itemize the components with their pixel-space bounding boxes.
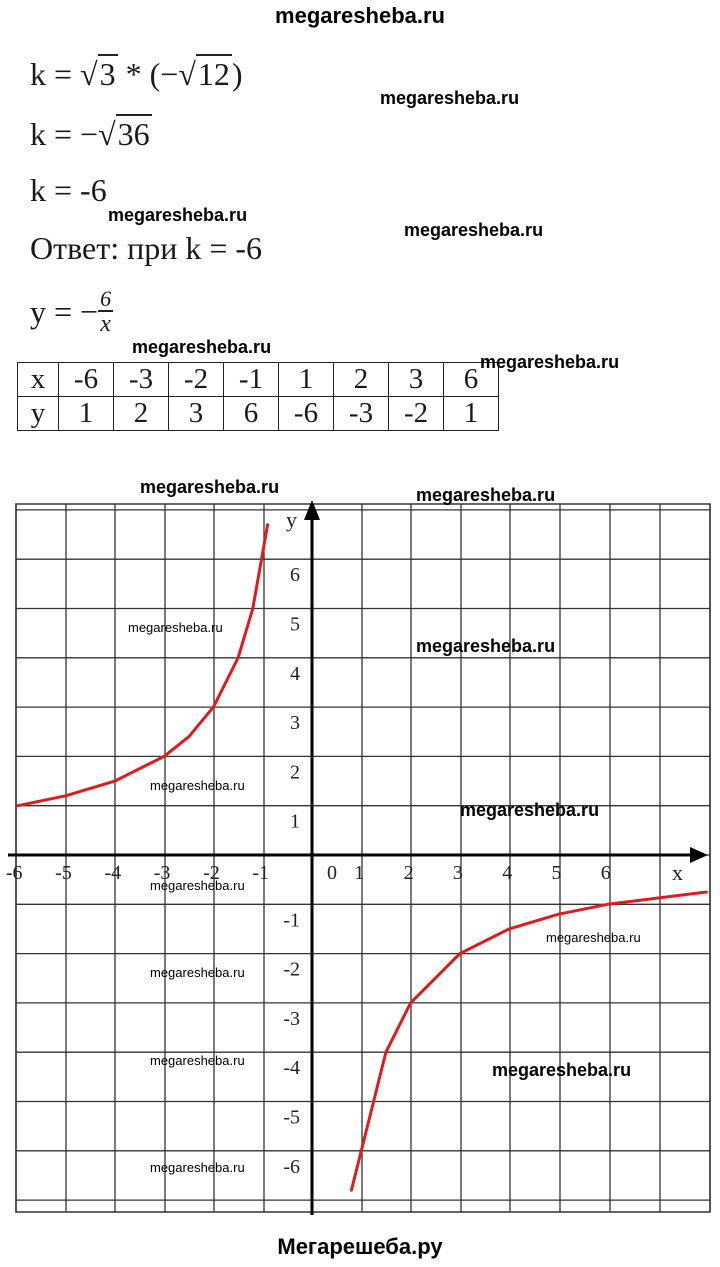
table-cell: 6 bbox=[224, 397, 279, 431]
eq1-mid: * (− bbox=[117, 56, 179, 92]
watermark: megaresheba.ru bbox=[416, 485, 556, 505]
answer-line: Ответ: при k = -6 bbox=[30, 230, 263, 266]
func-numerator: 6 bbox=[100, 286, 112, 311]
sqrt36-radicand: 36 bbox=[117, 116, 150, 152]
watermark: megaresheba.ru bbox=[416, 636, 556, 656]
sqrt3-radicand: 3 bbox=[99, 56, 116, 92]
watermark: megaresheba.ru bbox=[480, 352, 620, 372]
watermark: megaresheba.ru bbox=[132, 337, 272, 357]
y-tick-label: 3 bbox=[290, 712, 300, 735]
hyperbola-branch bbox=[351, 892, 706, 1190]
table-cell: 3 bbox=[389, 363, 444, 397]
y-tick-label: 2 bbox=[290, 761, 300, 784]
watermark: megaresheba.ru bbox=[108, 205, 248, 225]
table-cell: 1 bbox=[59, 397, 114, 431]
y-tick-label: 1 bbox=[290, 810, 300, 833]
function-line bbox=[30, 288, 113, 336]
sqrt12-radicand: 12 bbox=[197, 56, 230, 92]
table-cell: 2 bbox=[114, 397, 169, 431]
y-tick-label: 6 bbox=[290, 564, 300, 587]
table-cell: -6 bbox=[279, 397, 334, 431]
x-tick-label: -4 bbox=[104, 862, 122, 884]
table-cell: 1 bbox=[444, 397, 499, 431]
y-tick-label: 4 bbox=[290, 662, 300, 685]
table-cell: 6 bbox=[444, 363, 499, 397]
watermark: megaresheba.ru bbox=[150, 965, 245, 980]
sqrt-sign: √ bbox=[178, 56, 196, 92]
x-tick-label: 1 bbox=[354, 862, 365, 884]
watermark: megaresheba.ru bbox=[150, 878, 245, 893]
x-tick-label: 4 bbox=[502, 862, 513, 884]
equation-line-3: k = -6 bbox=[30, 172, 107, 208]
table-row-y bbox=[18, 397, 499, 431]
grid-border bbox=[16, 504, 710, 1212]
x-tick-label: 5 bbox=[551, 862, 562, 884]
equation-line-1 bbox=[30, 56, 243, 93]
eq1-close: ) bbox=[231, 56, 243, 92]
x-tick-label: -5 bbox=[55, 862, 72, 884]
graph-axes bbox=[5, 500, 708, 1215]
watermark: megaresheba.ru bbox=[150, 1160, 245, 1175]
x-tick-label: -6 bbox=[5, 862, 23, 884]
func-denominator: x bbox=[98, 310, 113, 336]
watermark: megaresheba.ru bbox=[140, 477, 280, 497]
table-cell: 3 bbox=[169, 397, 224, 431]
watermark: megaresheba.ru bbox=[546, 930, 641, 945]
y-tick-label: -6 bbox=[283, 1155, 300, 1178]
y-tick-label: -5 bbox=[283, 1106, 300, 1129]
x-tick-label: 0 bbox=[327, 862, 337, 884]
site-title: megaresheba.ru bbox=[275, 3, 445, 28]
equation-line-2 bbox=[30, 116, 152, 153]
sqrt-sign: √ bbox=[98, 116, 116, 152]
x-tick-label: 3 bbox=[452, 862, 463, 884]
table-cell: 2 bbox=[334, 363, 389, 397]
watermark: megaresheba.ru bbox=[492, 1060, 632, 1080]
values-table bbox=[17, 362, 499, 431]
table-cell: -1 bbox=[224, 363, 279, 397]
x-tick-label: -3 bbox=[153, 862, 171, 884]
table-y-label: y bbox=[18, 397, 59, 431]
table-cell: -6 bbox=[59, 363, 114, 397]
table-cell: -3 bbox=[334, 397, 389, 431]
table-x-label: x bbox=[18, 363, 59, 397]
y-tick-label: 5 bbox=[290, 613, 300, 636]
func-prefix: y = − bbox=[30, 293, 99, 330]
x-axis-arrow bbox=[690, 847, 708, 863]
y-tick-label: -1 bbox=[283, 909, 300, 932]
x-tick-label: -1 bbox=[252, 862, 270, 884]
graph-grid bbox=[16, 504, 710, 1212]
watermark: megaresheba.ru bbox=[150, 1053, 245, 1068]
watermark: megaresheba.ru bbox=[380, 88, 520, 108]
table-cell: -3 bbox=[114, 363, 169, 397]
func-fraction bbox=[98, 288, 113, 336]
sqrt-sign: √ bbox=[80, 56, 98, 92]
watermark: megaresheba.ru bbox=[128, 620, 223, 635]
footer-title: Мегарешеба.ру bbox=[277, 1234, 443, 1259]
y-tick-label: -4 bbox=[283, 1057, 300, 1080]
y-tick-label: -3 bbox=[283, 1007, 300, 1030]
y-tick-label: -2 bbox=[283, 958, 300, 981]
x-tick-label: 2 bbox=[403, 862, 414, 884]
hyperbola-branch bbox=[18, 525, 268, 806]
x-axis-label: x bbox=[672, 860, 683, 885]
x-tick-label: 6 bbox=[600, 862, 611, 884]
eq2-prefix: k = − bbox=[30, 116, 99, 152]
table-cell: -2 bbox=[389, 397, 444, 431]
table-cell: -2 bbox=[169, 363, 224, 397]
watermark: megaresheba.ru bbox=[460, 800, 600, 820]
table-cell: 1 bbox=[279, 363, 334, 397]
eq1-prefix: k = bbox=[30, 56, 81, 92]
watermark: megaresheba.ru bbox=[404, 220, 544, 240]
x-tick-label: -2 bbox=[203, 862, 220, 884]
table-row-x bbox=[18, 363, 499, 397]
function-graph bbox=[0, 490, 720, 1250]
watermark: megaresheba.ru bbox=[150, 778, 245, 793]
y-axis-label: y bbox=[286, 507, 297, 532]
